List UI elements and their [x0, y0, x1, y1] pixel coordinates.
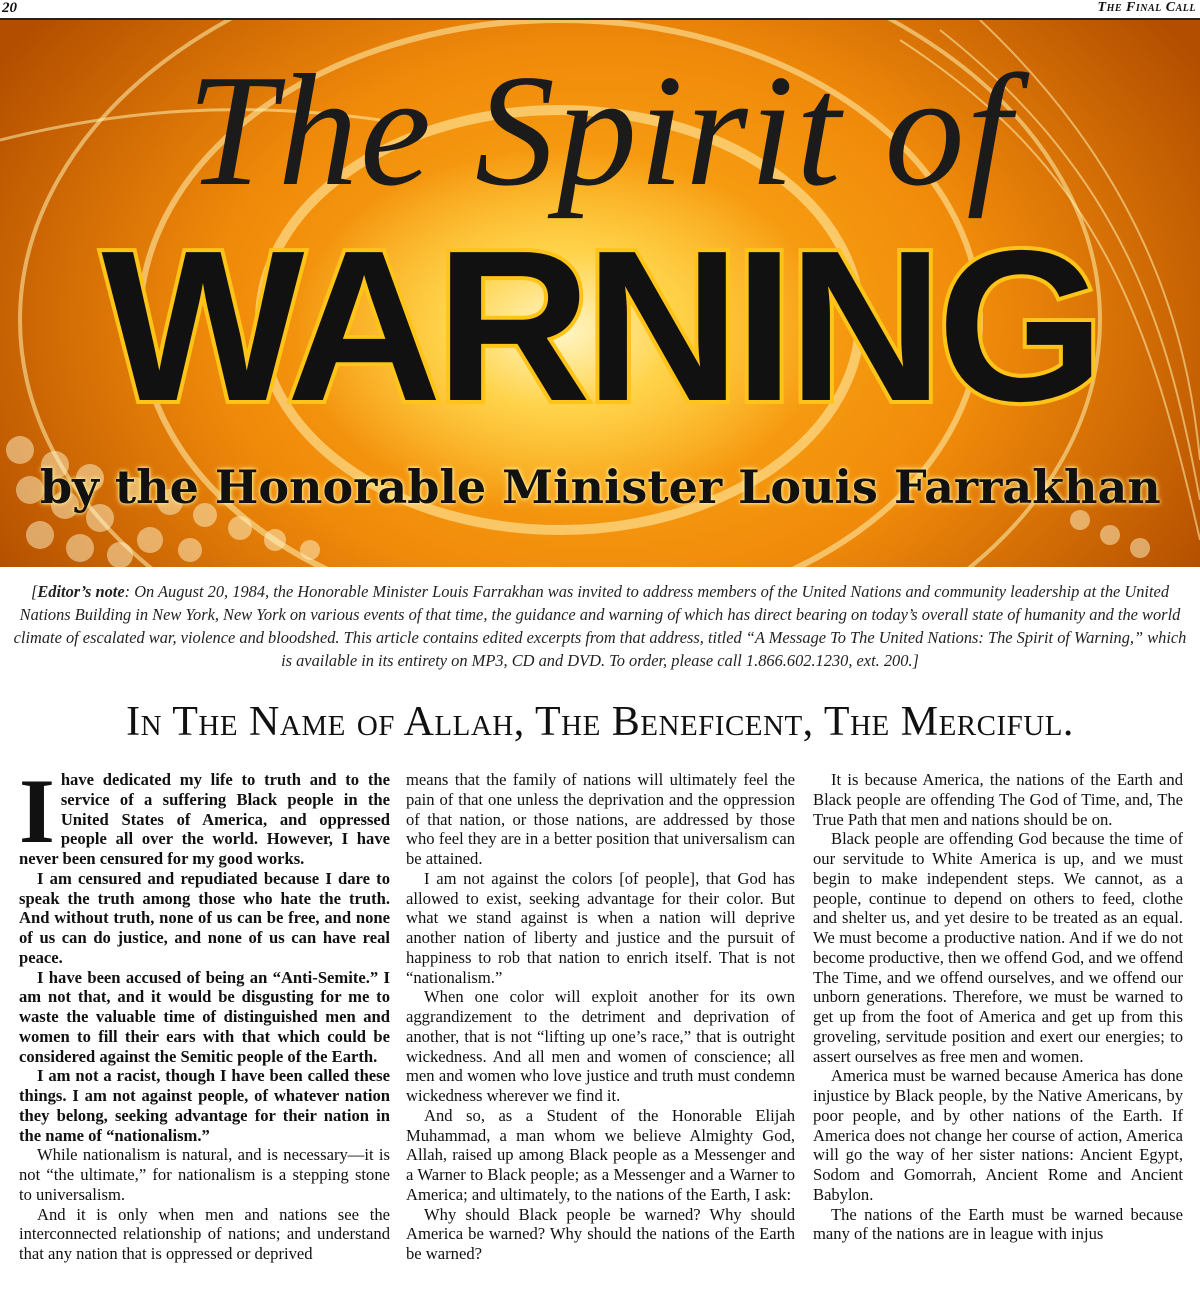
invocation-heading: In The Name of Allah, The Beneficent, The Merciful.	[126, 699, 1074, 745]
editor-note-text: : On August 20, 1984, the Honorable Minister Louis Farrakhan was invited to address members of the United Nations and community leadership at the United Nations Building in New York, New York on various events of that time, the guidance and warning of which has direct bearing on today’s overall state of humanity and the world climate of escalated war, violence and bloodshed. This article contains edited excerpts from that address, titled “A Message To The United Nations: The Spirit of Warning,” which is available in its entirety on MP3, CD and DVD. To order, please call 1.866.602.1230, ext. 200.]	[13, 582, 1187, 670]
byline: by the Honorable Minister Louis Farrakhan	[40, 460, 1161, 514]
paragraph: America must be warned because America has done injustice by Black people, by the Native Americans, by poor people, and by other nations of the Earth. If America does not change her course of action, America will go the way of her sister nations: Ancient Egypt, Sodom and Gomorrah, Ancient Rome and Ancient Babylon.	[813, 1066, 1183, 1204]
paragraph: I am censured and repudiated because I dare to speak the truth among those who hate the truth. And without truth, none of us can be free, and none of us can do justice, and none of us can have real peace.	[19, 868, 390, 967]
article-column-1	[19, 760, 390, 1264]
editor-note-bracket: [	[30, 582, 38, 601]
paragraph: When one color will exploit another for its own aggrandizement to the detriment and deprivation of another, that is not “lifting up one’s race,” that is outright wickedness. And all men and women of conscience; all men and women who love justice and truth must condemn wickedness wherever we find it.	[406, 987, 795, 1105]
paragraph: I am not against the colors [of people], that God has allowed to exist, seeking advantage for their color. But what we stand against is when a nation will deprive another nation of liberty and justice and the pursuit of happiness to rob that nation to enrich itself. That is not “nationalism.”	[406, 868, 795, 987]
paragraph: Why should Black people be warned? Why should America be warned? Why should the nations of the Earth be warned?	[406, 1204, 795, 1263]
paragraph-text: have dedicated my life to truth and to the service of a suffering Black people in the United States of America, and oppressed people all over the world. However, I have never been censured for my good works.	[19, 770, 390, 868]
page-number: 20	[2, 0, 17, 16]
paragraph: The nations of the Earth must be warned because many of the nations are in league with injus	[813, 1204, 1183, 1244]
page-header	[0, 0, 1200, 18]
paragraph: It is because America, the nations of the Earth and Black people are offending The God of Time, and, The True Path that men and nations should be on.	[813, 770, 1183, 829]
publication-name: The Final Call	[1097, 0, 1196, 15]
paragraph: And it is only when men and nations see the interconnected relationship of nations; and understand that any nation that is oppressed or deprived	[19, 1204, 390, 1263]
paragraph: And so, as a Student of the Honorable Elijah Muhammad, a man whom we believe Almighty God, Allah, raised up among Black people as a Messenger and a Warner to Black people; as a Messenger and a Warner to America; and ultimately, to the nations of the Earth, I ask:	[406, 1105, 795, 1204]
article-column-3	[813, 770, 1183, 1244]
paragraph	[19, 760, 390, 869]
editor-note-label: Editor’s note	[37, 582, 125, 601]
paragraph: While nationalism is natural, and is necessary—it is not “the ultimate,” for nationalism is a stepping stone to universalism.	[19, 1145, 390, 1204]
drop-cap: I	[19, 760, 55, 862]
title-main: WARNING	[101, 205, 1099, 446]
article-column-2	[406, 770, 795, 1264]
paragraph: Black people are offending God because the time of our servitude to White America is up, and we must begin to make independent steps. We cannot, as a people, continue to depend on others to feed, clothe and shelter us, and yet desire to be treated as an equal. We must become a productive nation. And if we do not become productive, then we offend God, and we offend The Time, and we offend ourselves, and we offend our unborn generations. Therefore, we must be warned to get up from the foot of America and get up from this groveling, servitude position and exert our energies; to assert ourselves as free men and women.	[813, 829, 1183, 1066]
paragraph: means that the family of nations will ultimately feel the pain of that one unless the deprivation and the oppression of that nation, or those nations, are addressed by those who feel they are in a better position that universalism can be attained.	[406, 770, 795, 868]
paragraph: I have been accused of being an “Anti-Semite.” I am not that, and it would be disgusting for me to waste the valuable time of distinguished men and women to fill their ears with that which could be considered against the Semitic people of the Earth.	[19, 967, 390, 1066]
paragraph: I am not a racist, though I have been called these things. I am not against people, of whatever nation they belong, seeking advantage for their nation in the name of “nationalism.”	[19, 1066, 390, 1145]
editor-note	[8, 580, 1192, 672]
title-banner	[0, 20, 1200, 567]
title-script: The Spirit of	[186, 41, 1014, 219]
